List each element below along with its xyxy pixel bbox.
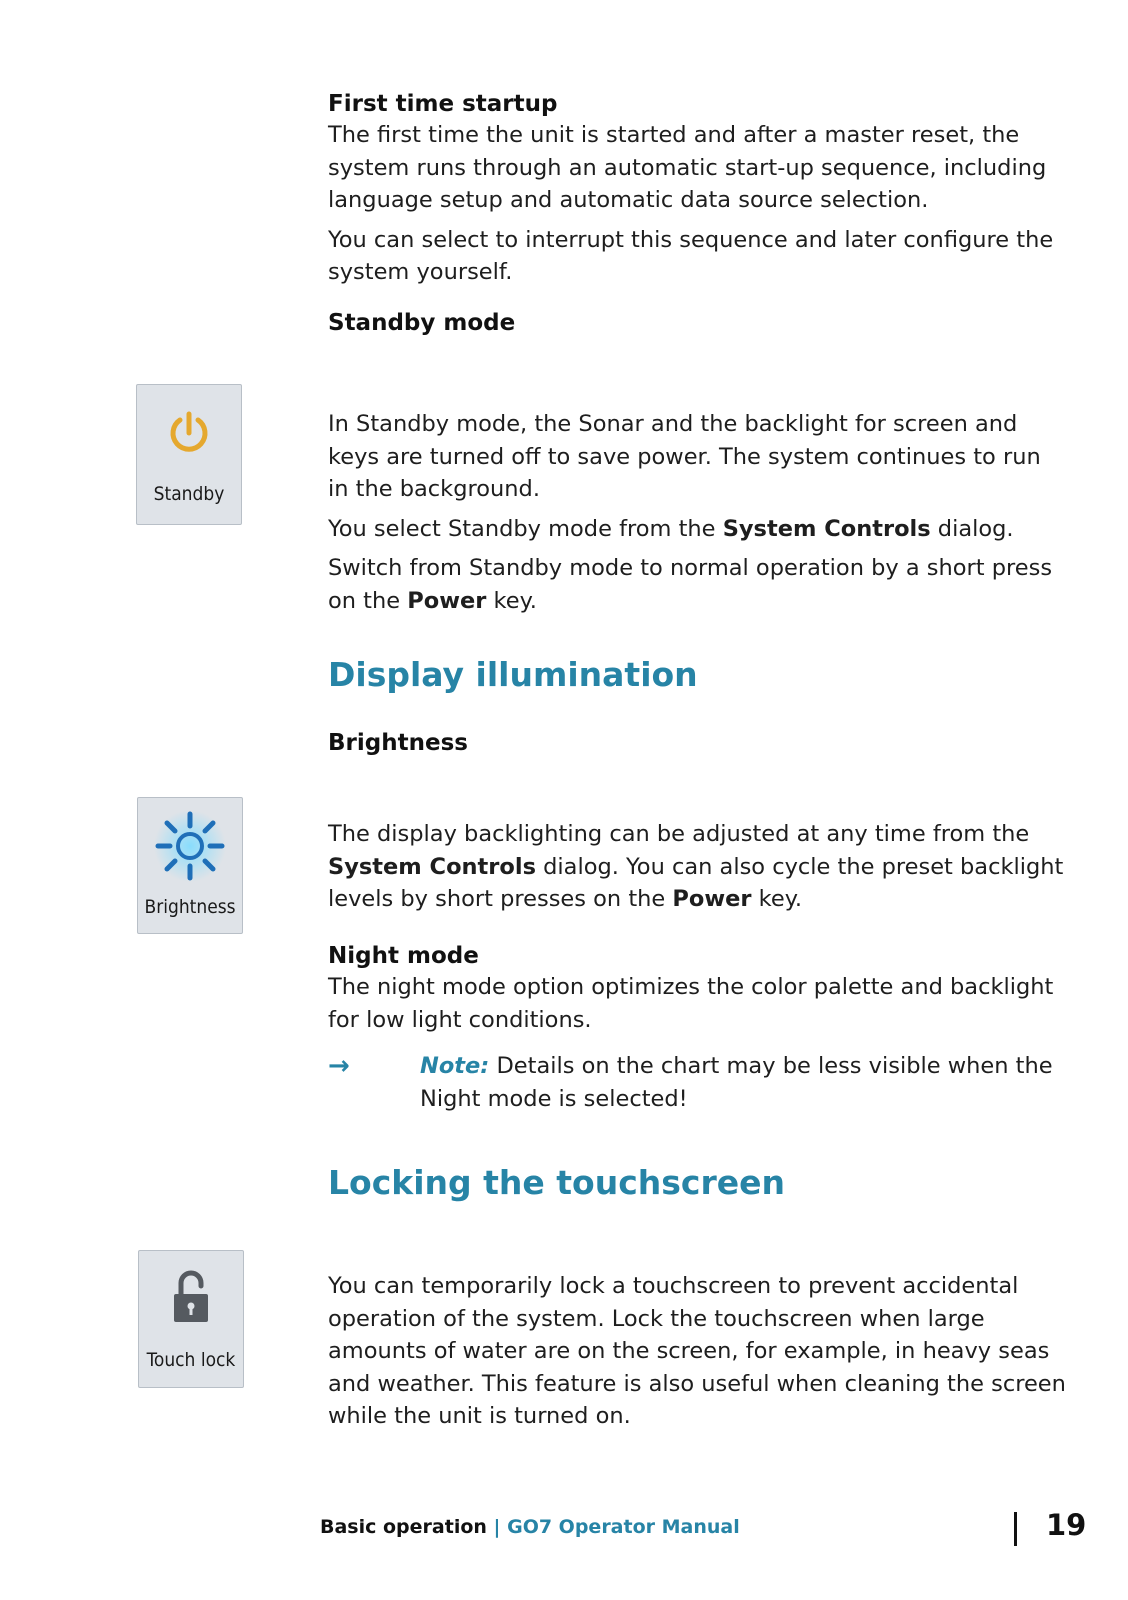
brightness-heading-block xyxy=(328,728,1068,758)
sun-icon xyxy=(152,808,228,884)
page-number-divider xyxy=(1014,1512,1017,1546)
standby-paragraph-1: In Standby mode, the Sonar and the backlight for screen and keys are turned off to save power. The system continues to run in the background. xyxy=(328,411,1041,502)
brightness-text-3: key. xyxy=(751,886,802,912)
brightness-icon-label: Brightness xyxy=(144,896,236,918)
page-footer xyxy=(320,1516,740,1538)
footer-section-name: Basic operation xyxy=(320,1516,487,1538)
standby-icon-tile xyxy=(136,384,242,525)
page-number: 19 xyxy=(1046,1508,1087,1542)
standby-p2-text: You select Standby mode from the xyxy=(328,515,723,542)
footer-manual-title: GO7 Operator Manual xyxy=(507,1516,740,1538)
brightness-paragraph xyxy=(328,818,1068,916)
locking-body xyxy=(328,1270,1068,1433)
standby-icon-label: Standby xyxy=(153,483,225,505)
touch-lock-icon-tile xyxy=(138,1250,244,1388)
footer-separator: | xyxy=(486,1516,508,1538)
power-key-term: Power xyxy=(672,886,752,912)
system-controls-term: System Controls xyxy=(722,515,931,542)
standby-mode-body xyxy=(328,408,1068,617)
arrow-right-icon: → xyxy=(328,1051,350,1081)
display-illumination-heading: Display illumination xyxy=(328,655,698,694)
brightness-text-2: dialog. You can also cycle the preset backlight levels by short presses on the xyxy=(328,853,1064,912)
brightness-body xyxy=(328,818,1068,916)
brightness-heading: Brightness xyxy=(328,730,468,756)
first-time-startup-heading: First time startup xyxy=(328,91,558,117)
note-label: Note: xyxy=(420,1053,490,1079)
brightness-text-1: The display backlighting can be adjusted at any time from the xyxy=(328,821,1030,847)
standby-mode-heading-block xyxy=(328,308,1068,338)
standby-paragraph-2 xyxy=(328,513,1068,546)
first-time-startup-section xyxy=(328,89,1068,289)
power-icon xyxy=(167,411,211,457)
night-mode-heading: Night mode xyxy=(328,943,479,969)
note-text xyxy=(420,1050,1060,1115)
touch-lock-icon-label: Touch lock xyxy=(146,1349,236,1371)
locking-touchscreen-heading: Locking the touchscreen xyxy=(328,1163,785,1202)
standby-mode-heading: Standby mode xyxy=(328,310,516,336)
standby-p2-text-end: dialog. xyxy=(930,515,1014,542)
brightness-icon-tile xyxy=(137,797,243,934)
first-time-startup-paragraph-1: The first time the unit is started and after a master reset, the system runs through an automatic start-up sequence, including language setup and automatic data source selection. xyxy=(328,122,1047,213)
night-mode-paragraph: The night mode option optimizes the color palette and backlight for low light conditions. xyxy=(328,974,1054,1033)
standby-paragraph-3 xyxy=(328,552,1068,617)
power-key-term: Power xyxy=(407,587,487,614)
note-body: Details on the chart may be less visible when the Night mode is selected! xyxy=(420,1053,1053,1112)
first-time-startup-paragraph-2: You can select to interrupt this sequence and later configure the system yourself. xyxy=(328,226,1054,285)
locking-paragraph: You can temporarily lock a touchscreen to prevent accidental operation of the system. Lock the touchscreen when large amounts of water are on the screen, for example, in heavy seas and weather. This feature is also useful when cleaning the screen while the unit is turned on. xyxy=(328,1273,1066,1429)
system-controls-term: System Controls xyxy=(328,853,536,880)
standby-p3-text-end: key. xyxy=(486,587,537,614)
standby-p3-text: Switch from Standby mode to normal operation by a short press on the xyxy=(328,555,1053,614)
night-mode-section xyxy=(328,941,1068,1036)
padlock-icon xyxy=(171,1269,211,1325)
